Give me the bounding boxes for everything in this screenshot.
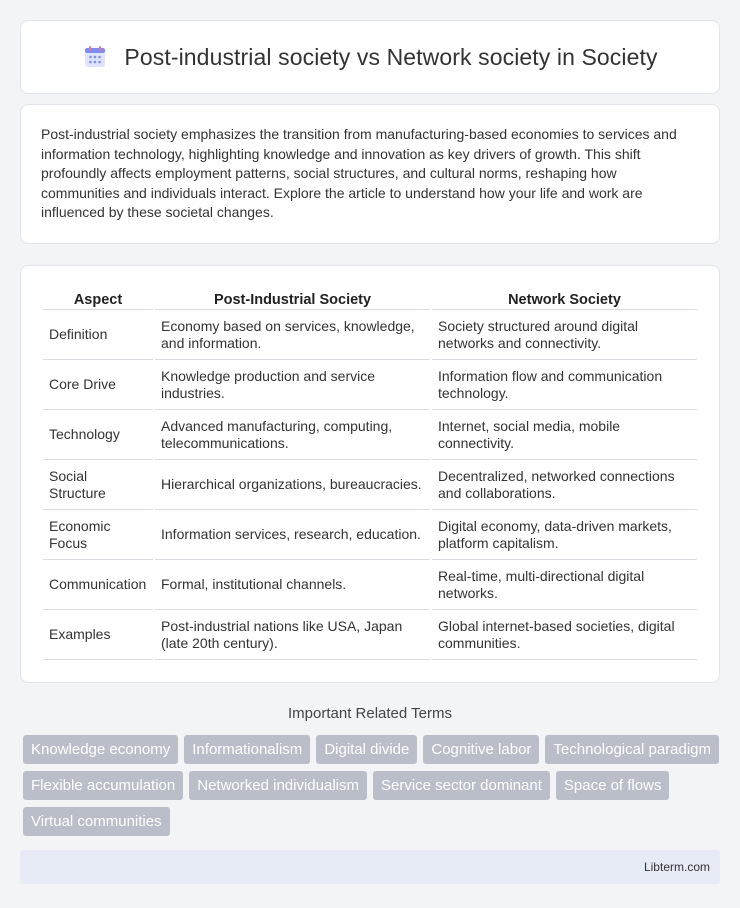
table-row	[43, 512, 697, 560]
cell-aspect: Examples	[43, 612, 153, 660]
cell-network: Decentralized, networked connections and collaborations.	[432, 462, 697, 510]
tag-service-sector-dominant[interactable]: Service sector dominant	[373, 771, 550, 800]
cell-aspect: Communication	[43, 562, 153, 610]
footer-brand[interactable]: Libterm.com	[643, 859, 710, 874]
tag-networked-individualism[interactable]: Networked individualism	[189, 771, 367, 800]
cell-aspect: Economic Focus	[43, 512, 153, 560]
cell-post-industrial: Advanced manufacturing, computing, telecommunications.	[155, 412, 430, 460]
comparison-card	[20, 265, 720, 683]
cell-post-industrial: Economy based on services, knowledge, and information.	[155, 312, 430, 360]
cell-post-industrial: Formal, institutional channels.	[155, 562, 430, 610]
tag-digital-divide[interactable]: Digital divide	[316, 735, 417, 764]
tag-space-of-flows[interactable]: Space of flows	[556, 771, 670, 800]
page-title: Post-industrial society vs Network society in Society	[124, 43, 658, 70]
tag-virtual-communities[interactable]: Virtual communities	[23, 807, 170, 836]
table-row	[43, 612, 697, 660]
table-row	[43, 362, 697, 410]
header-post-industrial: Post-Industrial Society	[155, 288, 430, 310]
cell-post-industrial: Hierarchical organizations, bureaucracies.	[155, 462, 430, 510]
comparison-table	[41, 286, 699, 662]
cell-aspect: Definition	[43, 312, 153, 360]
cell-aspect: Core Drive	[43, 362, 153, 410]
tag-informationalism[interactable]: Informationalism	[184, 735, 310, 764]
page-header	[20, 20, 720, 94]
cell-network: Real-time, multi-directional digital networks.	[432, 562, 697, 610]
cell-network: Internet, social media, mobile connectivity.	[432, 412, 697, 460]
cell-network: Society structured around digital networks and connectivity.	[432, 312, 697, 360]
header-network: Network Society	[432, 288, 697, 310]
intro-text: Post-industrial society emphasizes the transition from manufacturing-based economies to services and information technology, highlighting knowledge and innovation as key drivers of growth. This shift profoundly affects employment patterns, social structures, and cultural norms, reshaping how communities and individuals interact. Explore the article to understand how your life and work are influenced by these societal changes.	[41, 126, 677, 220]
cell-post-industrial: Knowledge production and service industries.	[155, 362, 430, 410]
header-aspect: Aspect	[43, 288, 153, 310]
table-row	[43, 312, 697, 360]
cell-network: Information flow and communication technology.	[432, 362, 697, 410]
cell-post-industrial: Post-industrial nations like USA, Japan (late 20th century).	[155, 612, 430, 660]
related-terms-title: Important Related Terms	[288, 704, 452, 722]
footer	[20, 850, 720, 884]
table-row	[43, 462, 697, 510]
table-row	[43, 412, 697, 460]
cell-aspect: Technology	[43, 412, 153, 460]
calendar-grid-icon	[82, 44, 108, 70]
tag-flexible-accumulation[interactable]: Flexible accumulation	[23, 771, 183, 800]
cell-network: Digital economy, data-driven markets, platform capitalism.	[432, 512, 697, 560]
cell-aspect: Social Structure	[43, 462, 153, 510]
table-header-row	[43, 288, 697, 310]
table-row	[43, 562, 697, 610]
intro-card	[20, 104, 720, 244]
tag-knowledge-economy[interactable]: Knowledge economy	[23, 735, 178, 764]
cell-network: Global internet-based societies, digital communities.	[432, 612, 697, 660]
tag-technological-paradigm[interactable]: Technological paradigm	[545, 735, 719, 764]
cell-post-industrial: Information services, research, education.	[155, 512, 430, 560]
related-terms-list	[20, 735, 720, 836]
tag-cognitive-labor[interactable]: Cognitive labor	[423, 735, 539, 764]
